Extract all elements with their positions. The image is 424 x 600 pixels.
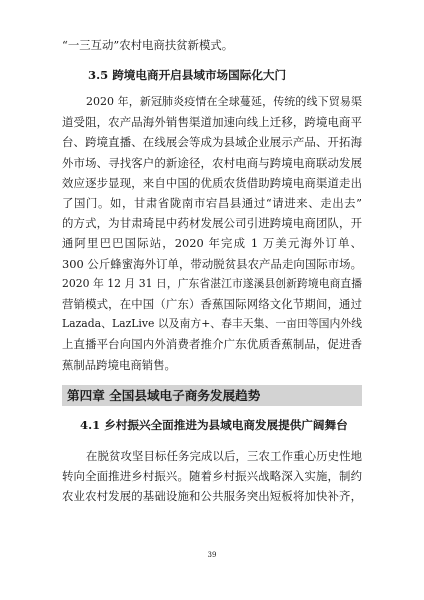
paragraph-line: 在脱贫攻坚目标任务完成以后，三农工作重心历史性地 xyxy=(86,449,362,463)
previous-paragraph-tail: “一三互动”农村电商扶贫新模式。 xyxy=(62,38,234,52)
page-number: 39 xyxy=(207,551,217,559)
paragraph-line: 300 公斤蜂蜜海外订单，带动脱贫县农产品走向国际市场。 xyxy=(62,256,362,271)
paragraph-line: 2020 年 12 月 31 日，广东省湛江市遂溪县创新跨境电商直播 xyxy=(62,276,362,290)
paragraph-line: 外市场、寻找客户的新途径，农村电商与跨境电商联动发展 xyxy=(62,155,362,170)
paragraph-line: 营销模式，在中国（广东）香蕉国际网络文化节期间，通过 xyxy=(62,297,362,312)
paragraph-line: 蕉制品跨境电商销售。 xyxy=(62,357,176,372)
paragraph-line: 台、跨境直播、在线展会等成为县域企业展示产品、开拓海 xyxy=(62,135,362,150)
paragraph-line: 农业农村发展的基础设施和公共服务突出短板将加快补齐， xyxy=(62,489,362,504)
paragraph-line: Lazada、LazLive 以及南方+、春丰天集、一亩田等国内外线 xyxy=(62,317,362,331)
section-heading-4-1: 4.1 乡村振兴全面推进为县域电商发展提供广阔舞台 xyxy=(80,418,348,432)
section-4-1-paragraph xyxy=(62,446,362,507)
previous-paragraph xyxy=(62,35,362,55)
section-heading-3-5: 3.5 跨境电商开启县域市场国际化大门 xyxy=(88,68,287,82)
section-3-5-paragraph xyxy=(62,92,362,375)
paragraph-line: 道受阻，农产品海外销售渠道加速向线上迁移，跨境电商平 xyxy=(62,115,362,130)
paragraph-line: 效应逐步显现，来自中国的优质农货借助跨境电商渠道走出 xyxy=(62,175,362,190)
chapter-heading: 第四章 全国县域电子商务发展趋势 xyxy=(62,385,362,406)
paragraph-line: 2020 年，新冠肺炎疫情在全球蔓延，传统的线下贸易渠 xyxy=(86,95,362,108)
paragraph-line: 通阿里巴巴国际站，2020 年完成 1 万美元海外订单、 xyxy=(62,236,362,251)
paragraph-line: 上直播平台向国内外消费者推介广东优质香蕉制品，促进香 xyxy=(62,337,362,352)
paragraph-line: 了国门。如，甘肃省陇南市宕昌县通过“请进来、走出去” xyxy=(62,196,362,211)
paragraph-line: 的方式，为甘肃琦昆中药材发展公司引进跨境电商团队，开 xyxy=(62,216,362,231)
paragraph-line: 转向全面推进乡村振兴。随着乡村振兴战略深入实施，制约 xyxy=(62,469,362,484)
